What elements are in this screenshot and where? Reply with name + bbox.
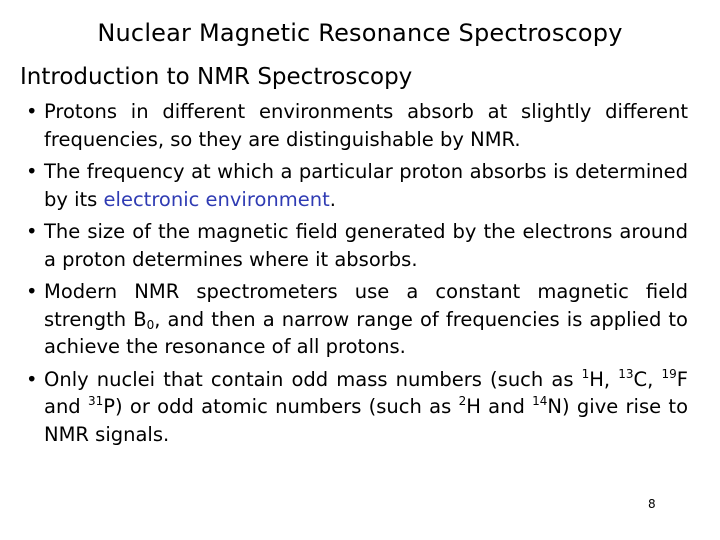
bullet-item (26, 366, 688, 449)
bullet-text: C, (633, 367, 662, 391)
highlighted-term: electronic environment (103, 187, 330, 211)
subscript: 0 (146, 317, 155, 332)
superscript: 1 (581, 366, 590, 381)
superscript: 19 (661, 366, 677, 381)
bullet-text: N) give rise to NMR signals. (44, 395, 688, 446)
bullet-text: H and (466, 395, 533, 418)
bullet-text: Modern NMR spectrometers use a constant magnetic field strength B (44, 280, 688, 331)
page-number: 8 (648, 497, 656, 511)
bullet-text: H, (589, 367, 619, 391)
slide-subtitle: Introduction to NMR Spectroscopy (20, 64, 413, 90)
superscript: 2 (458, 394, 467, 408)
bullet-text: . (329, 187, 336, 211)
superscript: 31 (87, 394, 104, 408)
bullet-text: , and then a narrow range of frequencies is applied to achieve the resonance of all protons. (44, 307, 688, 358)
bullet-item (26, 218, 688, 273)
bullet-item (26, 98, 688, 153)
bullet-item (26, 158, 688, 213)
bullet-text: Protons in different environments absorb at slightly different frequencies, so they are distinguishable by NMR. (44, 100, 688, 151)
superscript: 13 (618, 366, 634, 381)
bullet-text: P) or odd atomic numbers (such as (103, 395, 459, 418)
bullet-text: F and (44, 367, 688, 418)
bullet-text: The frequency at which a particular proton absorbs is determined by its (44, 160, 688, 211)
bullet-item (26, 278, 688, 361)
bullet-list (26, 98, 688, 453)
slide-title: Nuclear Magnetic Resonance Spectroscopy (97, 19, 623, 47)
bullet-text: The size of the magnetic field generated by the electrons around a proton determines where it absorbs. (44, 220, 688, 271)
bullet-text: Only nuclei that contain odd mass numbers (such as (44, 367, 582, 391)
superscript: 14 (532, 394, 548, 408)
